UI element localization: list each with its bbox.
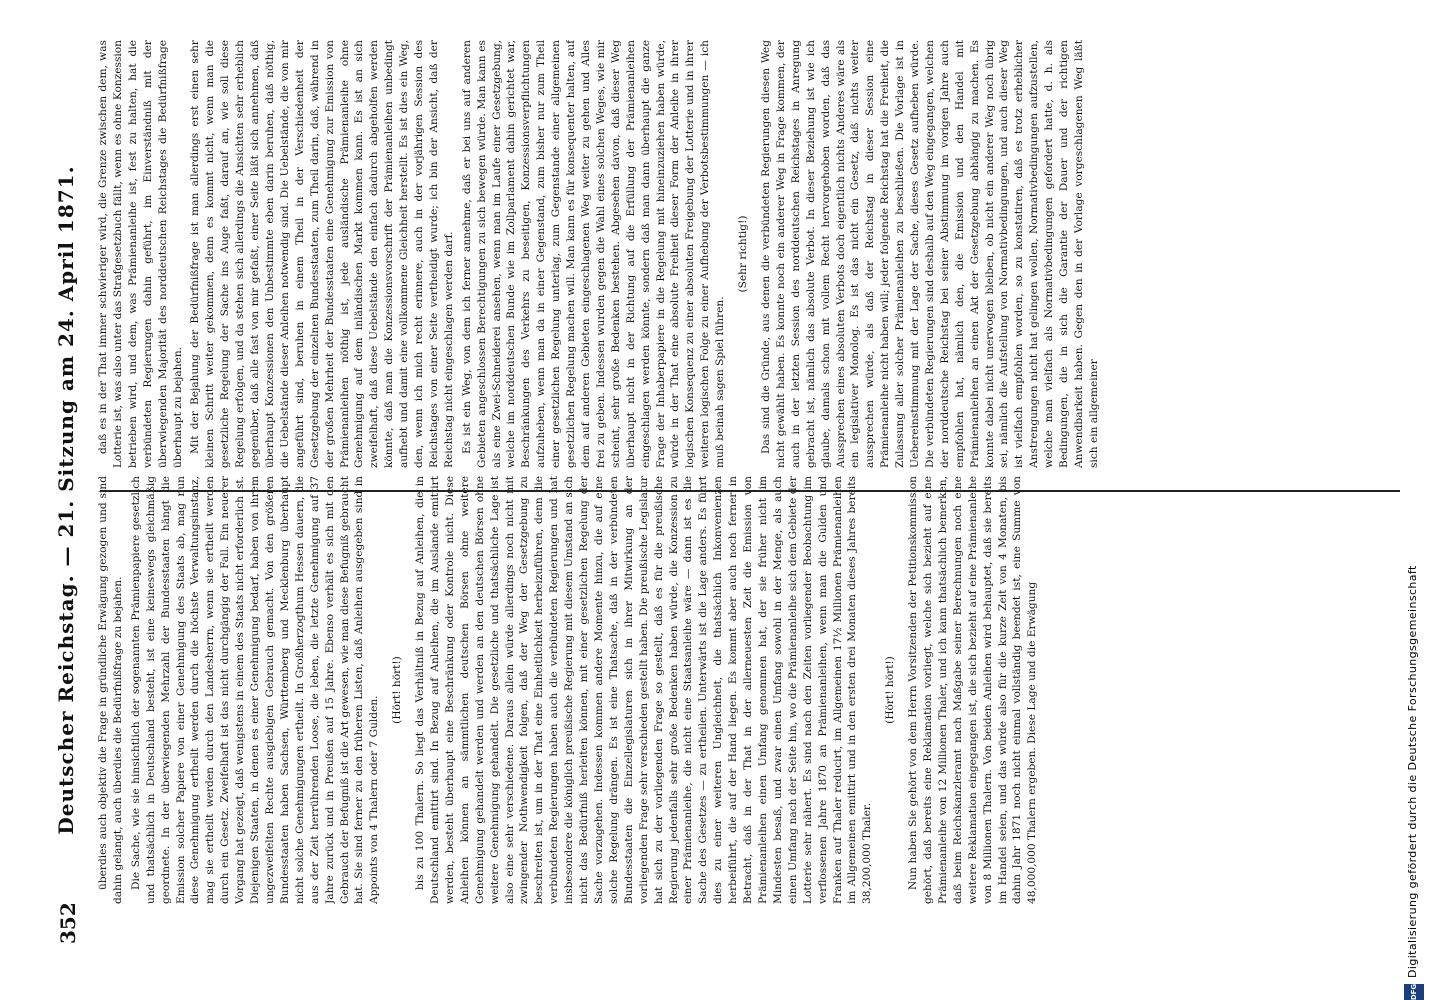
paragraph: Nun haben Sie gehört von dem Herrn Vorsitzenden der Petitionskommission gehört, daß bereits eine Reklamation vorliegt, welche sich bezieht auf eine Prämienanleihe von 12 Millionen Thaler, und ich kann thatsächlich bemerken, daß beim Reichskanzleramt nach Maßgabe seiner Berechnungen noch eine weitere Reklamation eingegangen ist, die sich bezieht auf eine Prämienanleihe von 8 Millionen Thalern. Von beiden Anleihen wird behauptet, daß sie bereits im Handel seien, und das würde also für die kurze Zeit von 4 Monaten, bis dahin Jahr 1871 noch nicht einmal vollständig beendet ist, eine Summe von 48,000,000 Thalern ergeben. Diese Lage und die Erwägung — [907, 476, 1039, 904]
paragraph: Das sind die Gründe, aus denen die verbündeten Regierungen diesen Weg nicht gewählt haben. Es konnte noch ein anderer Weg in Frage kommen, der auch in der letzten Session des norddeutschen Reichstages in Anregung gebracht ist, nämlich das absolute Verbot. In dieser Beziehung ist wie ich glaube, damals schon mit vollem Recht hervorgehoben worden, daß das Aussprechen eines absoluten Verbots doch eigentlich nichts Anderes wäre als ein legislativer Monolog. Es ist das nicht ein Gesetz, daß nichts weiter aussprechen würde, als daß der Reichstag in dieser Session eine Prämienanleihe nicht haben will; jeder folgende Reichstag hat die Freiheit, die Zulassung aller solcher Prämienanleihen zu beschließen. Die Vorlage ist in Uebereinstimmung mit der Lage der Sache, dieses Gesetz aufheben würde. Die verbündeten Regierungen sind deshalb auf den Weg eingegangen, welchen der norddeutsche Reichstag bei seiner Abstimmung im vorigen Jahre auch empfohlen hat, nämlich den, die Emission und den Handel mit Prämienanleihen an einen Akt der Gesetzgebung abhängig zu machen. Es konnte dabei nicht unerwogen bleiben, ob nicht ein anderer Weg noch übrig sei, nämlich die Aufstellung von Normativbedingungen, und auch dieser Weg ist vielfach empfohlen worden, so zu konstatiren, daß es trotz erheblicher Anstrengungen nicht hat gelingen wollen, Normativbedingungen aufzustellen, welche man vielfach als Normativbedingungen gefordert hatte, d. h. als Bedingungen, die in sich die Garantie der Dauer und der richtigen Anwendbarkeit haben. Gegen den in der Vorlage vorgeschlagenen Weg läßt sich ein allgemeiner — [759, 40, 1100, 468]
running-head: Deutscher Reichstag. — 21. Sitzung am 24. April 1871. — [54, 165, 78, 835]
paragraph: bis zu 100 Thalern. So liegt das Verhältniß in Bezug auf Anleihen, die in Deutschland emittirt sind. In Bezug auf Anleihen, die im Auslande emittirt werden, besteht überhaupt eine Beschränkung oder Kontrole nicht. Diese Anleihen können an sämmtlichen deutschen Börsen ohne weitere Genehmigung gehandelt werden und werden an den deutschen Börsen ohne weitere Genehmigung gehandelt. Die gesetzliche und thatsächliche Lage ist also eine sehr verschiedene. Daraus allein würde allerdings noch nicht mit zwingender Nothwendigkeit folgen, daß der Weg der Gesetzgebung zu beschreiten ist, um in der That eine Einheitlichkeit herbeizuführen, denn die verbündeten Regierungen haben auch die verbündeten Regierungen und hat insbesondere die königlich preußische Regierung mit diesem Umstand an sich nicht das Bedürfniß herleiten können, mit einer gesetzlichen Regelung der Sache vorzugehen. Indessen kommen andere Momente hinzu, die auf eine solche Regelung drängen. Es ist eine Thatsache, daß in der verbündeten Bundesstaaten die Einzellegislaturen sich in ihrer Mitwirkung an der vorliegenden Frage sehr verschieden gestellt haben. Die preußische Legislatur hat sich zu der vorliegenden Frage so gestellt, daß es für die preußische Regierung jedenfalls sehr große Bedenken haben würde, die Konzession zu einer Prämienanleihe, die nicht eine Staatsanleihe wäre — dann ist es die Sache des Gesetzes — zu ertheilen. Unterwärts ist die Lage anders. Es führt dies zu einer weiteren Ungleichheit, die thatsächlich Inkonvenienzen herbeiführt, die auf der Hand liegen. Es kommt aber auch noch ferner in Betracht, daß in der That in der allerneuesten Zeit die Emission von Prämienanleihen einen Umfang genommen hat, der sie früher nicht im Mindesten besaß, und zwar einen Umfang sowohl in der Menge, als auch einen Umfang nach der Seite hin, wo die Prämienanleihe sich dem Gebiete der Lotterie sehr nähert. Es sind nach den Zeiten vorliegender Beobachtung im verflossenen Jahre 1870 an Prämienanleihen, wenn man die Gulden und Franken auf Thaler reducirt, im Allgemeinen 17½ Millionen Prämienanleihen im Allgemeinen emittirt und in den ersten drei Monaten dieses Jahres bereits 38,200,000 Thaler. — [414, 476, 874, 904]
digitization-note: Digitalisierung gefördert durch die Deutsche Forschungsgemeinschaft — [1406, 565, 1419, 978]
paragraph: (Hört! hört!) — [884, 656, 897, 724]
right-text-column — [96, 40, 1386, 468]
column-divider — [100, 489, 1400, 492]
paragraph: überdies auch objektiv die Frage in gründliche Erwägung gezogen und sind dahin gelangt, auch überdies die Bedürfnißfrage zu bejahen. — [97, 476, 124, 904]
left-text-column — [96, 476, 1386, 904]
paragraph: Mit der Bejahung der Bedürfnißfrage ist man allerdings erst einen sehr kleinen Schritt weiter gekommen, denn es kommt nicht, wenn man die gesetzliche Regelung der Sache ins Auge faßt, darauf an, wie soll diese Regelung erfolgen, und da stehen sich allerdings die Ansichten sehr erheblich gegenüber, daß alle fast von mir gefaßt, einer Seite läßt sich annehmen, daß überhaupt Konzessionen den Unbestimmte eben darin beruhen, daß nöthig, die Uebelstände dieser Anleihen notwendig sind. Die Uebelstände, die von mir angeführt sind, beruhen in einem Theil in der Verschiedenheit der Gesetzgebung der einzelnen Bundesstaaten, zum Theil darin, daß, während in der großen Mehrheit der Bundesstaaten eine Genehmigung zur Emission von Prämienanleihen nöthig ist, jede ausländische Prämienanleihe ohne Genehmigung auf dem inländischen Markt kommen kann. Es ist an sich zweifelhaft, daß diese Uebelstände den einfach dadurch abgeholfen werden könnte, daß man die Konzessionsvorschrift der Prämienanleihen unbedingt aufhebt und damit eine vollkommene Gleichheit herstellt. Es ist dies ein Weg, den, wenn ich mich recht erinnere, auch in der vorjährigen Session des Reichstages von einer Seite vertheidigt wurde; ich bin der Ansicht, daß der Reichstag nicht eingeschlagen werden darf. — [189, 40, 455, 468]
paragraph: Es ist ein Weg, von dem ich ferner annehme, daß er bei uns auf anderen Gebieten angeschlossen Berechtigungen zu sich bewegen würde. Man kann es als eine Zwei-Schneiderei ansehen, wenn man im Laufe einer Gesetzgebung, welche im norddeutschen Bunde wie im Zollparlament dahin gerichtet war, Beschränkungen des Verkehrs zu beseitigen, Konzessionsverpflichtungen aufzuheben, wenn man da in einer Gegenstand, zum bisher nur zum Theil einer gesetzlichen Regelung unterlag, zum Gegenstande einer allgemeinen gesetzlichen Regelung machen will. Man kann es für konsequenter halten, auf dem auf anderen Gebieten eingeschlagenen Weg weiter zu gehen und Alles frei zu geben. Indessen wurden gegen die Wahl eines solchen Weges, wie mir scheint, sehr große Bedenken bestehen. Abgesehen davon, daß dieser Weg überhaupt nicht in der Richtung auf die Erfüllung der Prämienanleihen eingeschlagen werden könnte, sondern daß man dann überhaupt die ganze Frage der Inhaberpapiere in die Regelung mit hineinzuziehen haben würde, würde in der That eine absolute Freiheit dieser Form der Anleihe in ihrer logischen Konsequenz zu einer absoluten Freigebung der Lotterie und in ihrer weiteren logischen Folge zu einer Aufhebung der Verbotsbestimmungen — ich muß beinah sagen Spiel führen. — [460, 40, 727, 468]
page-number: 352 — [56, 902, 80, 944]
page-header — [48, 0, 88, 1000]
paragraph: daß es in der That immer schwieriger wird, die Grenze zwischen dem, was Lotterie ist, was also unter das Strafgesetzbuch fällt, wenn es ohne Konzession betrieben wird, und dem, was Prämienanleihe ist, fest zu halten, hat die verbündeten Regierungen dahin geführt, im Einverständniß mit der überwiegenden Majorität des norddeutschen Reichstages die Bedürfnißfrage überhaupt zu bejahen. — [97, 40, 184, 468]
paragraph: (Hört! hört!) — [391, 656, 404, 724]
paragraph: Die Sache, wie sie hinsichtlich der sogenannten Prämienpapiere gesetzlich und thatsächlich in Deutschland besteht, ist eine keineswegs gleichmäßig geordnete. In der überwiegenden Mehrzahl der Bundesstaaten hängt die Emission solcher Papiere von einer Genehmigung des Staats ab, mag nun diese Genehmigung ertheilt werden durch die höchste Verwaltungsinstanz, mag sie ertheilt werden durch den Landesherrn, wenn sie ertheilt werden durch ein Gesetz. Zweifelhaft ist das nicht durchgängig der Fall. Ein neuerer Vorgang hat gezeigt, daß wenigstens in einem des Staats nicht erforderlich ist. Diejenigen Staaten, in denen es einer Genehmigung bedarf, haben von ihrem ungezweifelten Rechte ausgiebigen Gebrauch gemacht. Von den größeren Bundesstaaten haben Sachsen, Württemberg und Mecklenburg überhaupt nicht solche Genehmigungen ertheilt. In Großherzogthum Hessen dauern, die aus der Zeit herrührenden Loose, die leben, die letzte Genehmigung auf 37 Jahre zurück und in Preußen auf 15 Jahre. Ebenso verhält es sich mit den Gebrauch der Befugniß ist die Art gewesen, wie man diese Befugniß gebraucht hat. Sie sind ferner zu den früheren Listen, daß Anleihen ausgegeben sind in Appoints von 4 Thalern oder 7 Gulden. — [129, 476, 381, 904]
paragraph: (Sehr richtig!) — [737, 215, 750, 293]
dfg-logo: DFG — [1404, 984, 1424, 1000]
digitization-footer — [1404, 0, 1426, 1000]
